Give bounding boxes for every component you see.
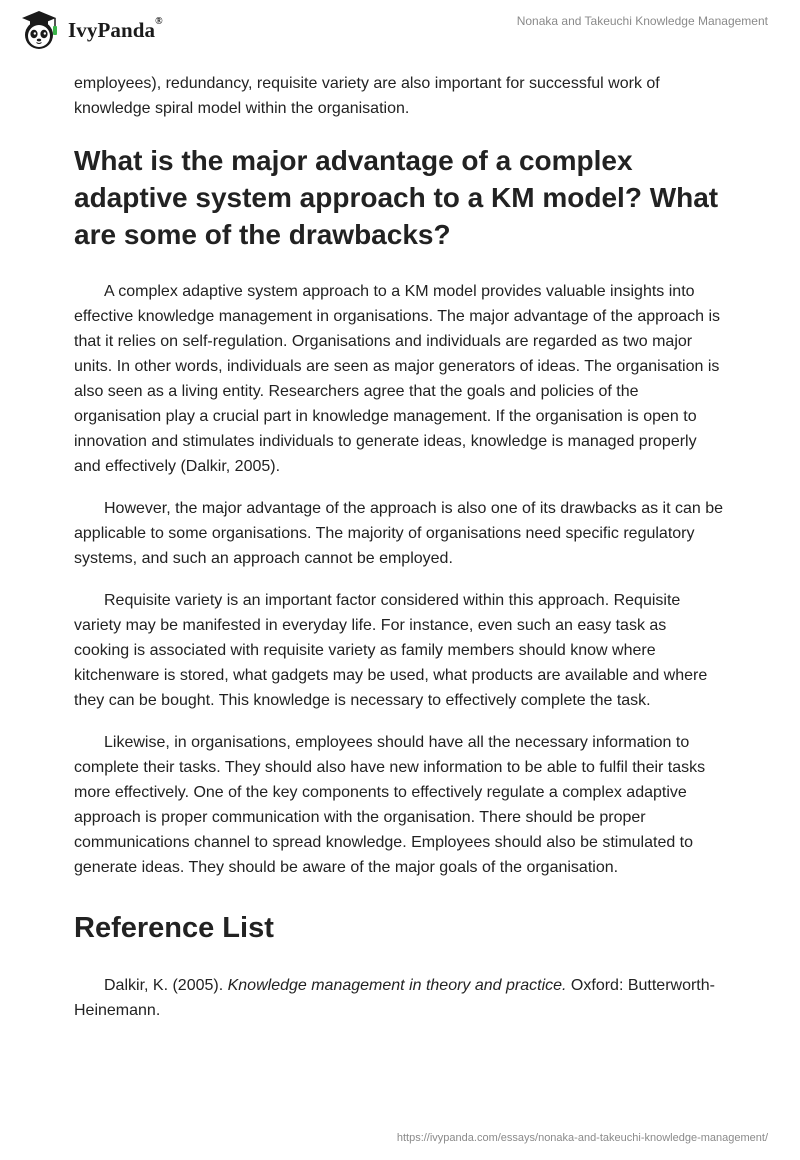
trademark-symbol: ® (155, 15, 163, 27)
body-paragraph: Requisite variety is an important factor considered within this approach. Requisite variety may be manifested in everyday life. For instance, even such an easy task as cooking is associated with requisite variety as family members should know where kitchenware is stored, what gadgets may be used, what products are available and where they can be bought. This knowledge is necessary to effectively complete the task. (74, 592, 708, 709)
brand-logo[interactable] (14, 8, 163, 52)
brand-name: IvyPanda® (68, 15, 163, 42)
body-paragraph: However, the major advantage of the approach is also one of its drawbacks as it can be applicable to some organisations. The majority of organisations need specific regulatory systems, and such an approach cannot be employed. (74, 500, 724, 567)
panda-logo-icon (14, 8, 64, 52)
body-paragraph: A complex adaptive system approach to a KM model provides valuable insights into effective knowledge management in organisations. The major advantage of the approach is that it relies on self-regulation. Organisations and individuals are regarded as two major units. In other words, individuals are seen as major generators of ideas. The organisation is also seen as a living entity. Researchers agree that the goals and policies of the organisation play a crucial part in knowledge management. If the organisation is open to innovation and stimulates individuals to generate ideas, knowledge is managed properly and effectively (Dalkir, 2005). (74, 283, 721, 475)
question-heading: What is the major advantage of a complex adaptive system approach to a KM model? What are some of the drawbacks? (74, 145, 719, 250)
body-paragraph: Likewise, in organisations, employees should have all the necessary information to complete their tasks. They should also have new information to be able to fulfil their tasks more effectively. One of the key components to effectively regulate a complex adaptive approach is proper communication with the organisation. There should be proper communications channel to spread knowledge. Employees should also be stimulated to generate ideas. They should be aware of the major goals of the organisation. (74, 734, 706, 876)
intro-paragraph: employees), redundancy, requisite variety are also important for successful work of knowledge spiral model within the organisation. (74, 75, 660, 117)
reference-publisher: Oxford: Butterworth-Heinemann. (74, 977, 715, 1019)
source-url[interactable]: https://ivypanda.com/essays/nonaka-and-takeuchi-knowledge-management/ (396, 1132, 768, 1144)
document-title: Nonaka and Takeuchi Knowledge Management (516, 14, 768, 28)
reference-title: Knowledge management in theory and practice. (227, 977, 567, 994)
reference-entry (74, 973, 724, 1023)
reference-list-heading: Reference List (74, 912, 274, 944)
essay-body (74, 71, 724, 1040)
reference-author-year: Dalkir, K. (2005). (104, 977, 228, 994)
